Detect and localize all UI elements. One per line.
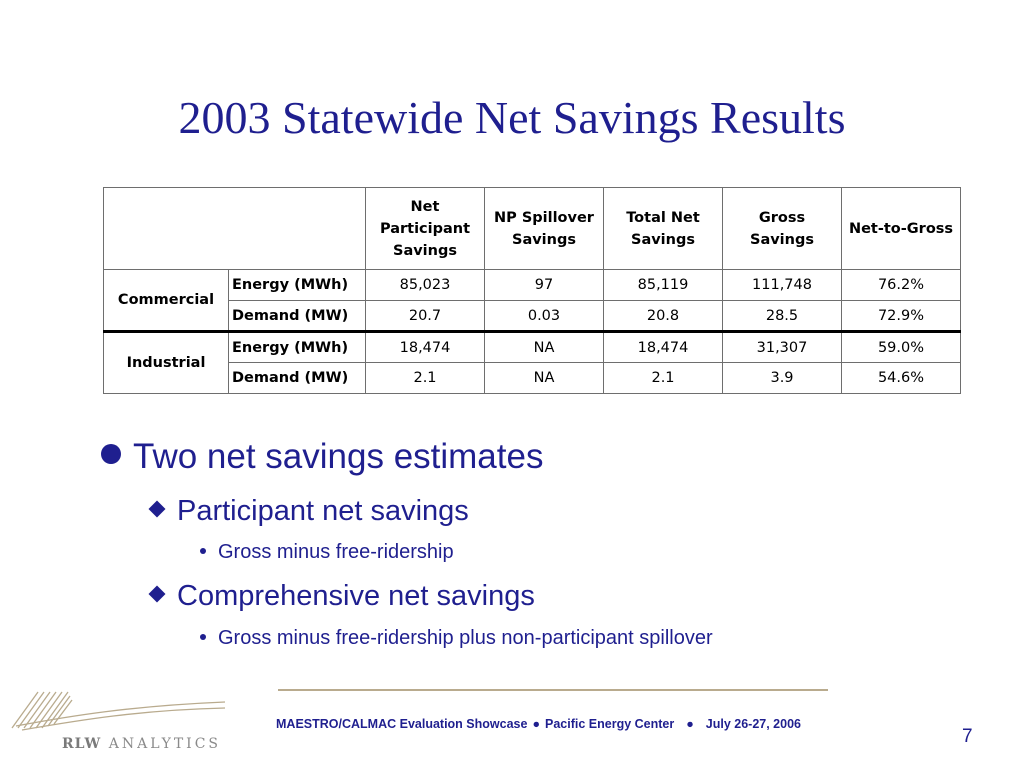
- bullet-comprehensive-text: Comprehensive net savings: [177, 580, 535, 612]
- footer-venue: Pacific Energy Center: [545, 717, 675, 731]
- savings-table: [103, 187, 961, 394]
- filled-circle-bullet-icon: [101, 444, 121, 464]
- diamond-bullet-icon: [149, 586, 166, 603]
- table-row: [104, 270, 961, 301]
- table-cell: 0.03: [485, 301, 604, 332]
- table-cell: 31,307: [723, 332, 842, 363]
- table-row: [104, 301, 961, 332]
- table-cell: 76.2%: [842, 270, 961, 301]
- table-cell: 72.9%: [842, 301, 961, 332]
- table-cell: 3.9: [723, 363, 842, 394]
- bullet-participant-text: Participant net savings: [177, 495, 469, 527]
- table-cell: NA: [485, 363, 604, 394]
- table-cell: 54.6%: [842, 363, 961, 394]
- row-metric: Demand (MW): [229, 301, 366, 332]
- footer-date: July 26-27, 2006: [705, 717, 801, 731]
- table-cell: 20.7: [366, 301, 485, 332]
- bullet-comprehensive: [151, 577, 535, 615]
- table-cell: 20.8: [604, 301, 723, 332]
- sector-commercial: Commercial: [104, 270, 229, 332]
- bullet-comprehensive-detail: [200, 625, 713, 651]
- logo-wordmark: [62, 736, 221, 752]
- bullet-participant: [151, 492, 469, 530]
- table-header-row: [104, 188, 961, 270]
- table-cell: 59.0%: [842, 332, 961, 363]
- footer-divider: [278, 689, 828, 691]
- table-cell: 2.1: [604, 363, 723, 394]
- diamond-bullet-icon: [149, 501, 166, 518]
- slide-title: 2003 Statewide Net Savings Results: [178, 92, 846, 143]
- row-metric: Energy (MWh): [229, 332, 366, 363]
- bullet-participant-detail-text: Gross minus free-ridership: [218, 541, 454, 563]
- table-cell: 18,474: [604, 332, 723, 363]
- footer-separator: ●: [532, 717, 540, 731]
- table-row: [104, 332, 961, 363]
- table-cell: 85,119: [604, 270, 723, 301]
- dot-bullet-icon: [200, 548, 206, 554]
- table-corner-cell: [104, 188, 366, 270]
- table-row: [104, 363, 961, 394]
- header-net-to-gross: Net-to-Gross: [842, 188, 961, 270]
- logo-brand: RLW: [62, 736, 102, 752]
- footer-separator: ●: [686, 717, 694, 731]
- footer-text: [276, 717, 801, 731]
- row-metric: Energy (MWh): [229, 270, 366, 301]
- footer-event: MAESTRO/CALMAC Evaluation Showcase: [276, 717, 528, 731]
- table-cell: NA: [485, 332, 604, 363]
- sector-industrial: Industrial: [104, 332, 229, 394]
- header-gross: Gross Savings: [723, 188, 842, 270]
- table-cell: 85,023: [366, 270, 485, 301]
- bullet-participant-detail: [200, 539, 454, 565]
- dot-bullet-icon: [200, 634, 206, 640]
- bullet-main: [101, 434, 543, 480]
- bullet-main-text: Two net savings estimates: [133, 437, 544, 476]
- table-cell: 2.1: [366, 363, 485, 394]
- bullet-comprehensive-detail-text: Gross minus free-ridership plus non-participant spillover: [218, 627, 713, 649]
- table-cell: 28.5: [723, 301, 842, 332]
- table-cell: 111,748: [723, 270, 842, 301]
- header-np-spillover: NP Spillover Savings: [485, 188, 604, 270]
- header-net-participant: Net Participant Savings: [366, 188, 485, 270]
- table-cell: 18,474: [366, 332, 485, 363]
- row-metric: Demand (MW): [229, 363, 366, 394]
- table-cell: 97: [485, 270, 604, 301]
- header-total-net: Total Net Savings: [604, 188, 723, 270]
- page-number: 7: [962, 726, 973, 747]
- logo-suffix: ANALYTICS: [108, 736, 222, 752]
